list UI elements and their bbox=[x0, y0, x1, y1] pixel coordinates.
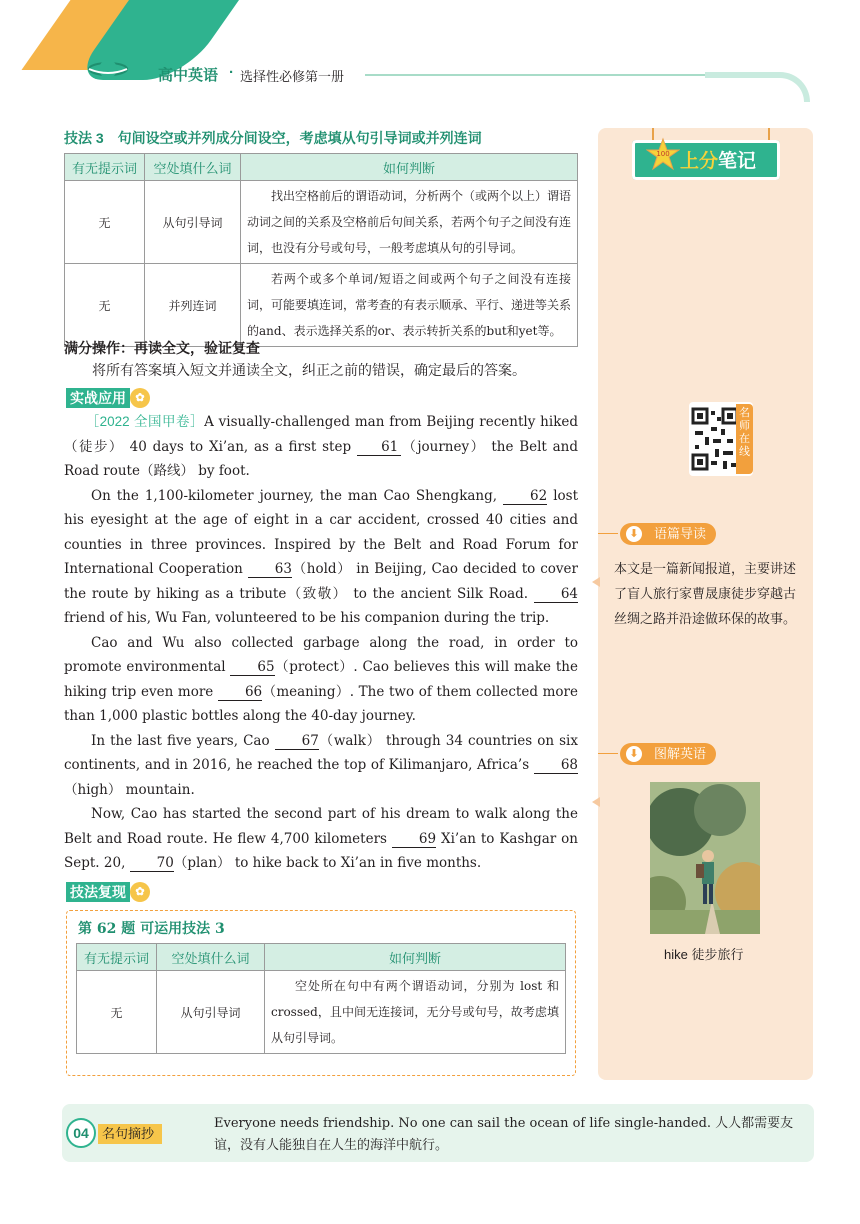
star-mascot-icon bbox=[646, 137, 680, 177]
column-header: 有无提示词 bbox=[65, 154, 145, 181]
column-header: 如何判断 bbox=[241, 154, 578, 181]
technique-table bbox=[64, 153, 578, 347]
notes-badge-title: 上分笔记 bbox=[680, 151, 757, 172]
blank-69[interactable]: 69 bbox=[392, 831, 436, 848]
blank-62[interactable]: 62 bbox=[503, 488, 547, 505]
qr-code-icon bbox=[691, 405, 739, 473]
table-header-row bbox=[65, 154, 578, 181]
passage-paragraph: In the last five years, Cao 67（walk） through 34 countries on six continents, and in 2016, he reached the top of Kilimanjaro, Africa’s 68（high） mountain. bbox=[64, 732, 578, 798]
illus-caption: hike 徒步旅行 bbox=[664, 947, 744, 962]
table-cell: 并列连词 bbox=[145, 264, 241, 347]
table-cell: 无 bbox=[65, 181, 145, 264]
table-row bbox=[77, 971, 566, 1054]
quote-text: Everyone needs friendship. No one can sail the ocean of life single-handed. 人人都需要友谊，没有人能独自在人生的海洋中航行。 bbox=[214, 1116, 794, 1153]
download-icon: ⬇ bbox=[626, 746, 642, 762]
passage-paragraph: Cao and Wu also collected garbage along the road, in order to promote environmental 65（protect）. Cao believes this will make the hiking trip even more 66（meaning）. The two of them collected more than 1,000 plastic bottles along the 40-day journey. bbox=[64, 634, 578, 724]
pointer-arrow-icon bbox=[592, 797, 600, 807]
blank-70[interactable]: 70 bbox=[130, 855, 174, 872]
star-icon: ✿ bbox=[130, 388, 150, 408]
header-subtitle: 选择性必修第一册 bbox=[240, 69, 345, 84]
full-marks-text: 将所有答案填入短文并通读全文，纠正之前的错误，确定最后的答案。 bbox=[92, 363, 526, 379]
column-header: 有无提示词 bbox=[77, 944, 157, 971]
table-header-row bbox=[77, 944, 566, 971]
header-title: 高中英语 bbox=[158, 67, 219, 84]
table-row bbox=[65, 264, 578, 347]
table-cell: 若两个或多个单词/短语之间或两个句子之间没有连接词，可能要填连词，常考查的有表示顺承、平行、递进等关系的and、表示选择关系的or、表示转折关系的but和yet等。 bbox=[241, 264, 578, 347]
svg-text:100: 100 bbox=[656, 150, 670, 158]
column-header: 空处填什么词 bbox=[145, 154, 241, 181]
guide-connector bbox=[598, 533, 618, 534]
table-cell: 找出空格前后的谓语动词，分析两个（或两个以上）谓语动词之间的关系及空格前后句间关系，若两个句子之间没有连词，也没有分号或句号，一般考虑填从句的引导词。 bbox=[241, 181, 578, 264]
illus-connector bbox=[598, 753, 618, 754]
blank-67[interactable]: 67 bbox=[275, 733, 319, 750]
passage-paragraph: ［2022 全国甲卷］A visually-challenged man from Beijing recently hiked（徒步） 40 days to Xi’an, as a first step 61 （journey） the Belt and Road route（路线） by foot. bbox=[64, 414, 579, 479]
illus-label: ⬇ 图解英语 bbox=[620, 743, 716, 765]
download-icon: ⬇ bbox=[626, 526, 642, 542]
table-cell: 无 bbox=[65, 264, 145, 347]
review-tip: 第 62 题 可运用技法 3 bbox=[78, 921, 225, 937]
source-tag: ［2022 全国甲卷］ bbox=[85, 414, 205, 429]
blank-64[interactable]: 64 bbox=[534, 586, 578, 603]
quote-tag: 名句摘抄 bbox=[98, 1124, 162, 1144]
hiker-illustration bbox=[650, 782, 760, 934]
qr-tab: 名师在线 bbox=[736, 404, 753, 474]
full-marks-heading: 满分操作：再读全文，验证复查 bbox=[64, 340, 260, 356]
table-cell: 无 bbox=[77, 971, 157, 1054]
review-table bbox=[76, 943, 566, 1054]
blank-66[interactable]: 66 bbox=[218, 684, 262, 701]
passage-paragraph: On the 1,100-kilometer journey, the man Cao Shengkang, 62 lost his eyesight at the age of eight in a car accident, crossed 40 cities and counties in three provinces. Inspired by the Belt and Road Forum for International Cooperation 63（hold） in Beijing, Cao decided to cover the route by hiking as a tribute（致敬） to the ancient Silk Road. 64 friend of his, Wu Fan, volunteered to be his companion during the trip. bbox=[64, 487, 578, 626]
blank-65[interactable]: 65 bbox=[230, 659, 274, 676]
practice-label: 实战应用 ✿ bbox=[66, 388, 130, 408]
technique-title: 技法 3 句间设空或并列成分间设空，考虑填从句引导词或并列连词 bbox=[64, 130, 482, 146]
blank-63[interactable]: 63 bbox=[248, 561, 292, 578]
table-cell: 空处所在句中有两个谓语动词，分别为 lost 和 crossed，且中间无连接词，无分号或句号，故考虑填从句引导词。 bbox=[265, 971, 566, 1054]
column-header: 如何判断 bbox=[265, 944, 566, 971]
review-label: 技法复现 ✿ bbox=[66, 882, 130, 902]
header-dot: · bbox=[229, 64, 234, 81]
page-number: 04 bbox=[66, 1118, 96, 1148]
table-row bbox=[65, 181, 578, 264]
table-cell: 从句引导词 bbox=[145, 181, 241, 264]
star-icon: ✿ bbox=[130, 882, 150, 902]
blank-68[interactable]: 68 bbox=[534, 757, 578, 774]
cloze-passage bbox=[64, 410, 578, 876]
pointer-arrow-icon bbox=[592, 577, 600, 587]
guide-label: ⬇ 语篇导读 bbox=[620, 523, 716, 545]
planet-icon bbox=[88, 55, 128, 83]
guide-text: 本文是一篇新闻报道，主要讲述了盲人旅行家曹晟康徒步穿越古丝绸之路并沿途做环保的故事。 bbox=[614, 561, 797, 626]
blank-61[interactable]: 61 bbox=[357, 439, 401, 456]
header-curve bbox=[705, 72, 810, 102]
passage-paragraph: Now, Cao has started the second part of his dream to walk along the Belt and Road route. He flew 4,700 kilometers 69 Xi’an to Kashgar on Sept. 20, 70（plan） to hike back to Xi’an in five months. bbox=[64, 806, 578, 871]
table-cell: 从句引导词 bbox=[157, 971, 265, 1054]
column-header: 空处填什么词 bbox=[157, 944, 265, 971]
